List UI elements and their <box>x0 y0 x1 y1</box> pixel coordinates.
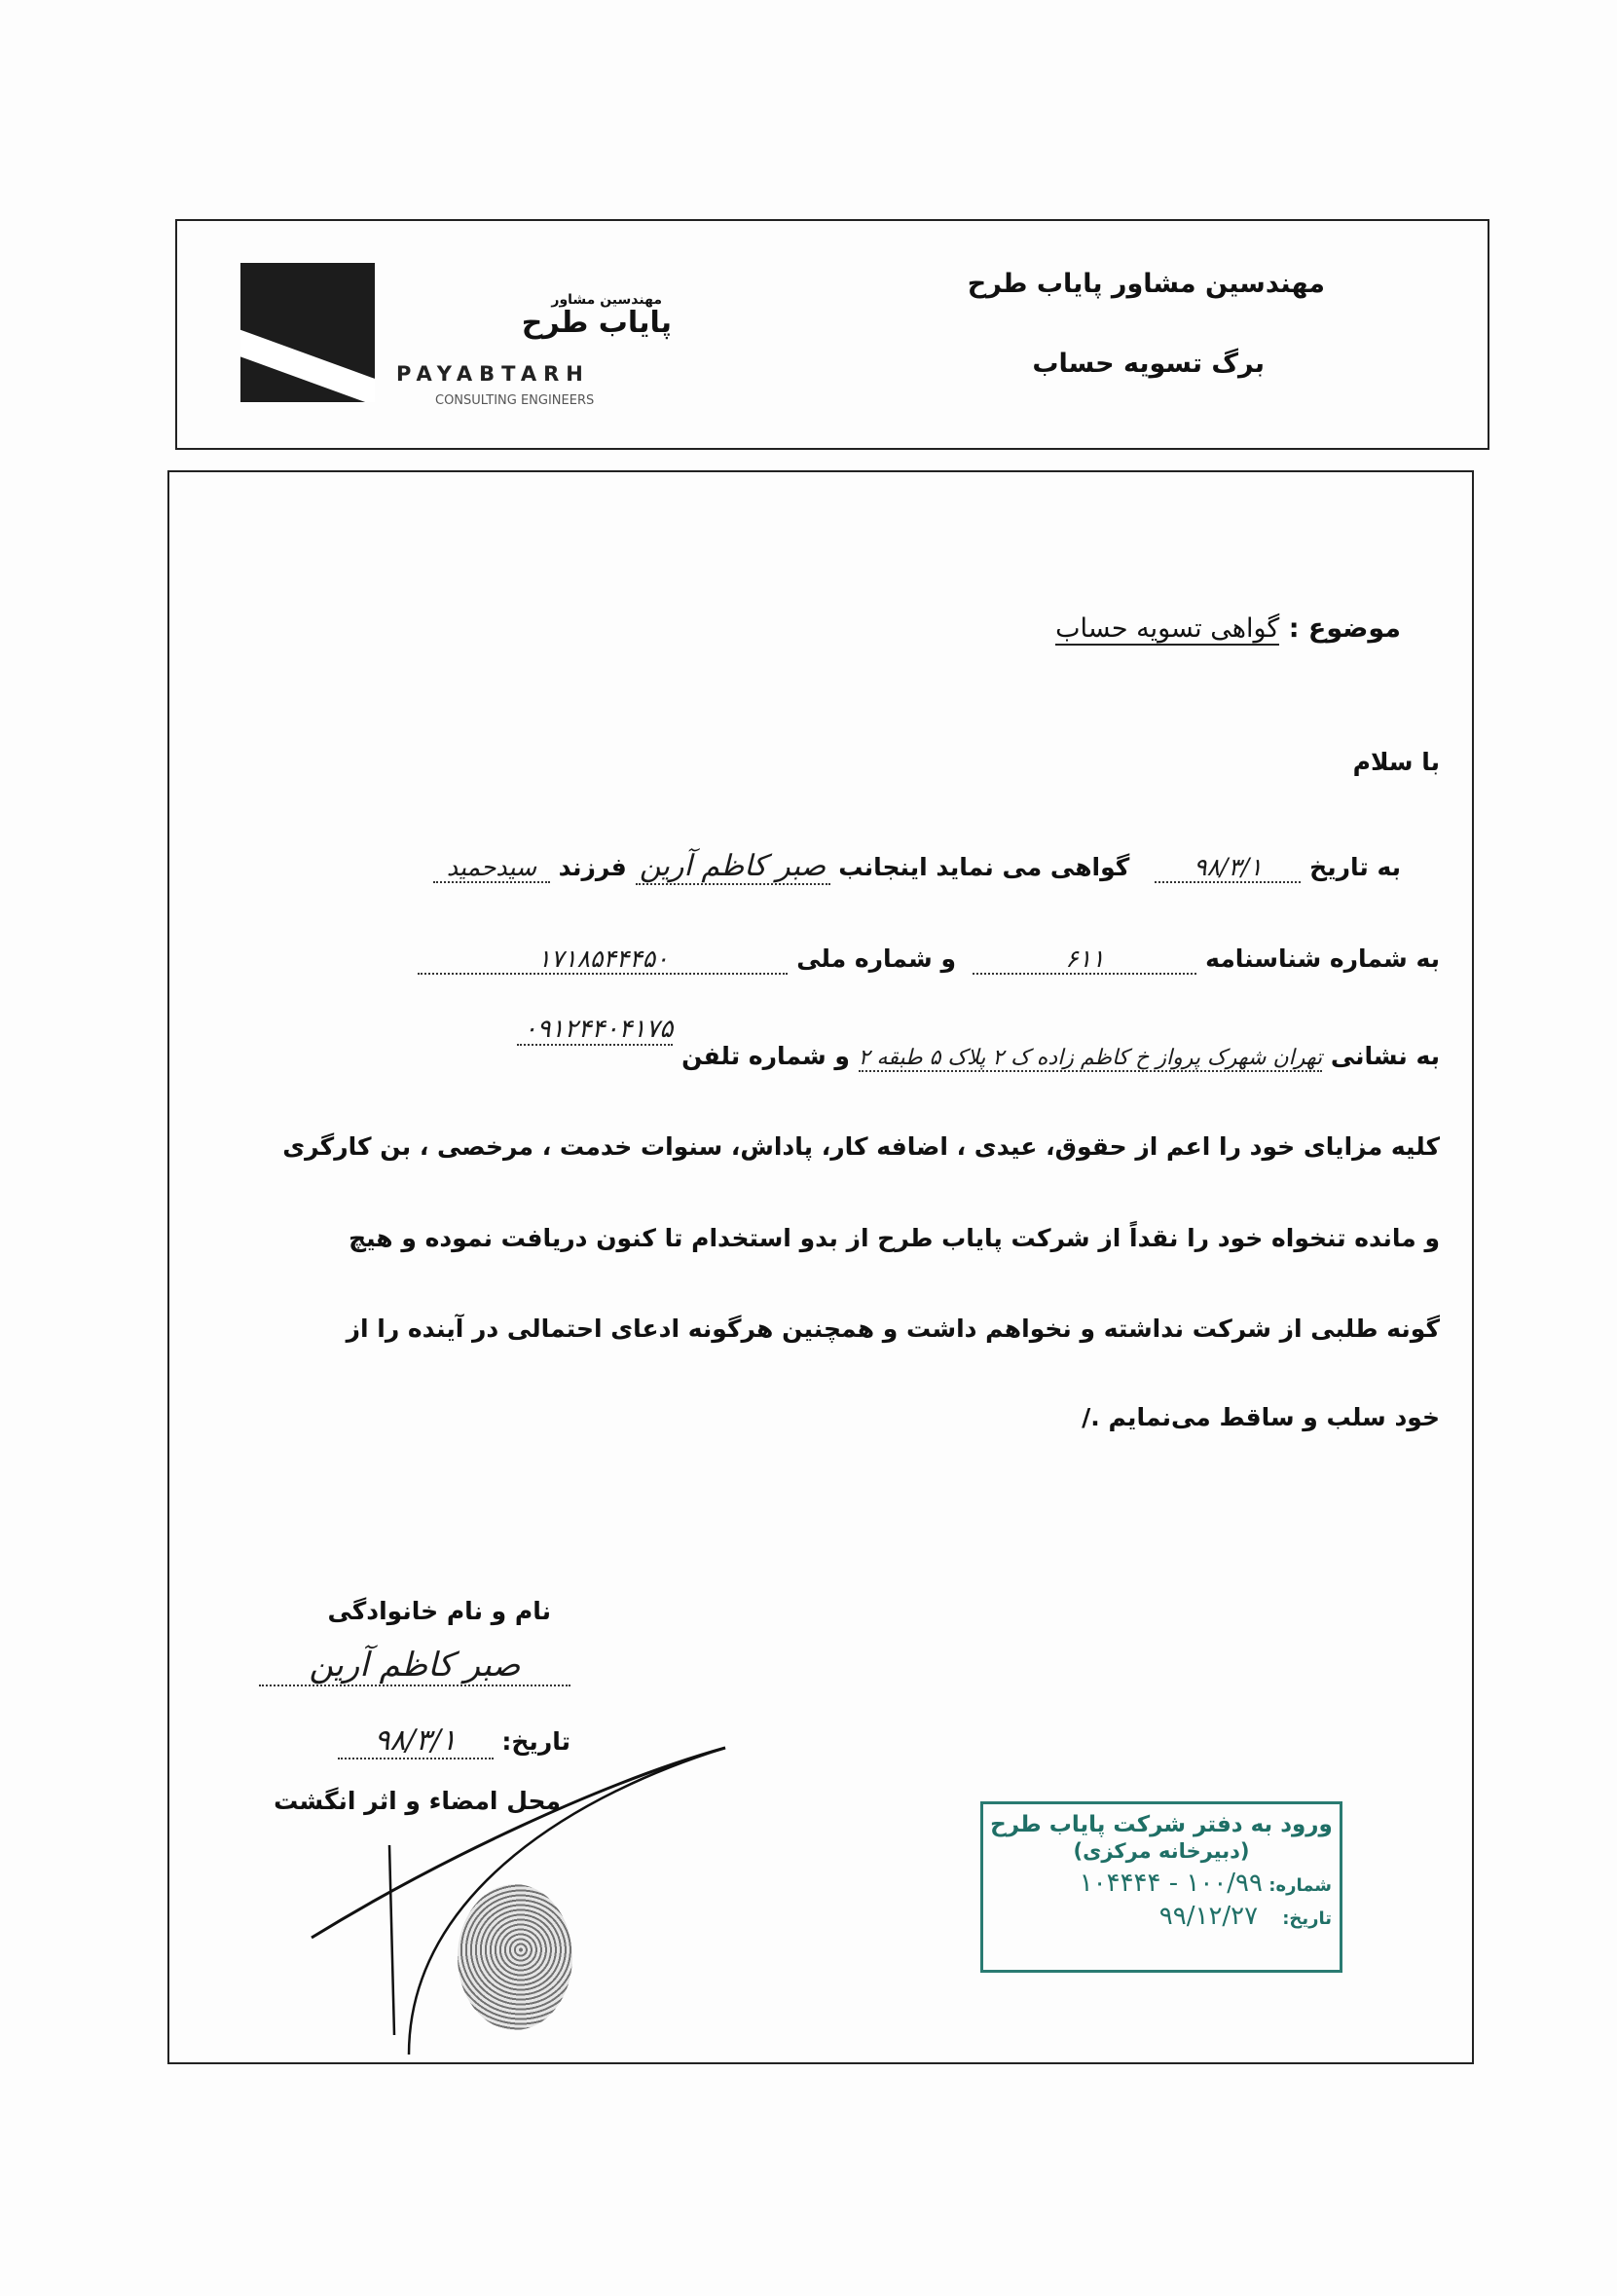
form-line-3: به نشانی تهران شهرک پرواز خ کاظم زاده ک ۲ پلاک ۵ طبقه ۲ و شماره تلفن ۰۹۱۲۴۴۰۴۱۷۵ <box>517 1042 1440 1073</box>
address-value: تهران شهرک پرواز خ کاظم زاده ک ۲ پلاک ۵ طبقه ۲ <box>858 1046 1323 1070</box>
body-line: گونه طلبی از شرکت نداشته و نخواهم داشت و همچنین هرگونه ادعای احتمالی در آینده را از <box>346 1315 1440 1343</box>
body-line: کلیه مزایای خود را اعم از حقوق، عیدی ، اضافه کار، پاداش، سنوات خدمت ، مرخصی ، بن کارگری <box>282 1132 1440 1161</box>
subject-value: گواهی تسویه حساب <box>1055 613 1280 644</box>
form-line-1: به تاریخ ۹۸/۳/۱ گواهی می نماید اینجانب صبر کاظم آرین فرزند سیدحمید <box>433 849 1401 885</box>
subject-line <box>1055 613 1401 644</box>
form-line-2: به شماره شناسنامه ۶۱۱ و شماره ملی ۱۷۱۸۵۴۴۴۵۰ <box>418 944 1440 975</box>
fingerprint-mark <box>458 1884 572 2030</box>
form-title: برگ تسویه حساب <box>1032 349 1265 379</box>
phone-value: ۰۹۱۲۴۴۰۴۱۷۵ <box>517 1015 673 1046</box>
company-logo-text: مهندسین مشاور پایاب طرح <box>521 292 672 340</box>
date-value: ۹۸/۳/۱ <box>1155 853 1301 883</box>
father-name-value: سیدحمید <box>433 853 550 883</box>
signature-date: تاریخ: ۹۸/۳/۱ <box>338 1723 570 1759</box>
body-line: خود سلب و ساقط می‌نمایم ./ <box>1082 1403 1440 1431</box>
greeting: با سلام <box>1352 748 1440 776</box>
stamp-number: ۱۰۰/۹۹ - ۱۰۴۴۴۴ <box>1079 1869 1263 1898</box>
logo-tagline: CONSULTING ENGINEERS <box>435 393 595 408</box>
company-title: مهندسین مشاور پایاب طرح <box>967 269 1325 299</box>
signature-name-label: نام و نام خانوادگی <box>327 1597 551 1625</box>
registry-stamp: ورود به دفتر شرکت پایاب طرح (دبیرخانه مرکزی) شماره: ۱۰۰/۹۹ - ۱۰۴۴۴۴ تاریخ: ۹۹/۱۲/۲۷ <box>980 1801 1342 1973</box>
stamp-date: ۹۹/۱۲/۲۷ <box>1158 1902 1259 1931</box>
body-line: و مانده تنخواه خود را نقداً از شرکت پایاب طرح از بدو استخدام تا کنون دریافت نموده و هیچ <box>349 1224 1440 1252</box>
national-id-value: ۱۷۱۸۵۴۴۴۵۰ <box>418 944 788 975</box>
signature-name: صبر کاظم آرین <box>259 1646 570 1686</box>
id-number-value: ۶۱۱ <box>973 944 1196 975</box>
name-value: صبر کاظم آرین <box>636 849 830 885</box>
logo-name-en: PAYABTARH <box>396 362 590 386</box>
signature-place-label: محل امضاء و اثر انگشت <box>274 1787 561 1815</box>
company-logo-mark <box>240 263 375 402</box>
subject-label: موضوع : <box>1288 613 1401 644</box>
